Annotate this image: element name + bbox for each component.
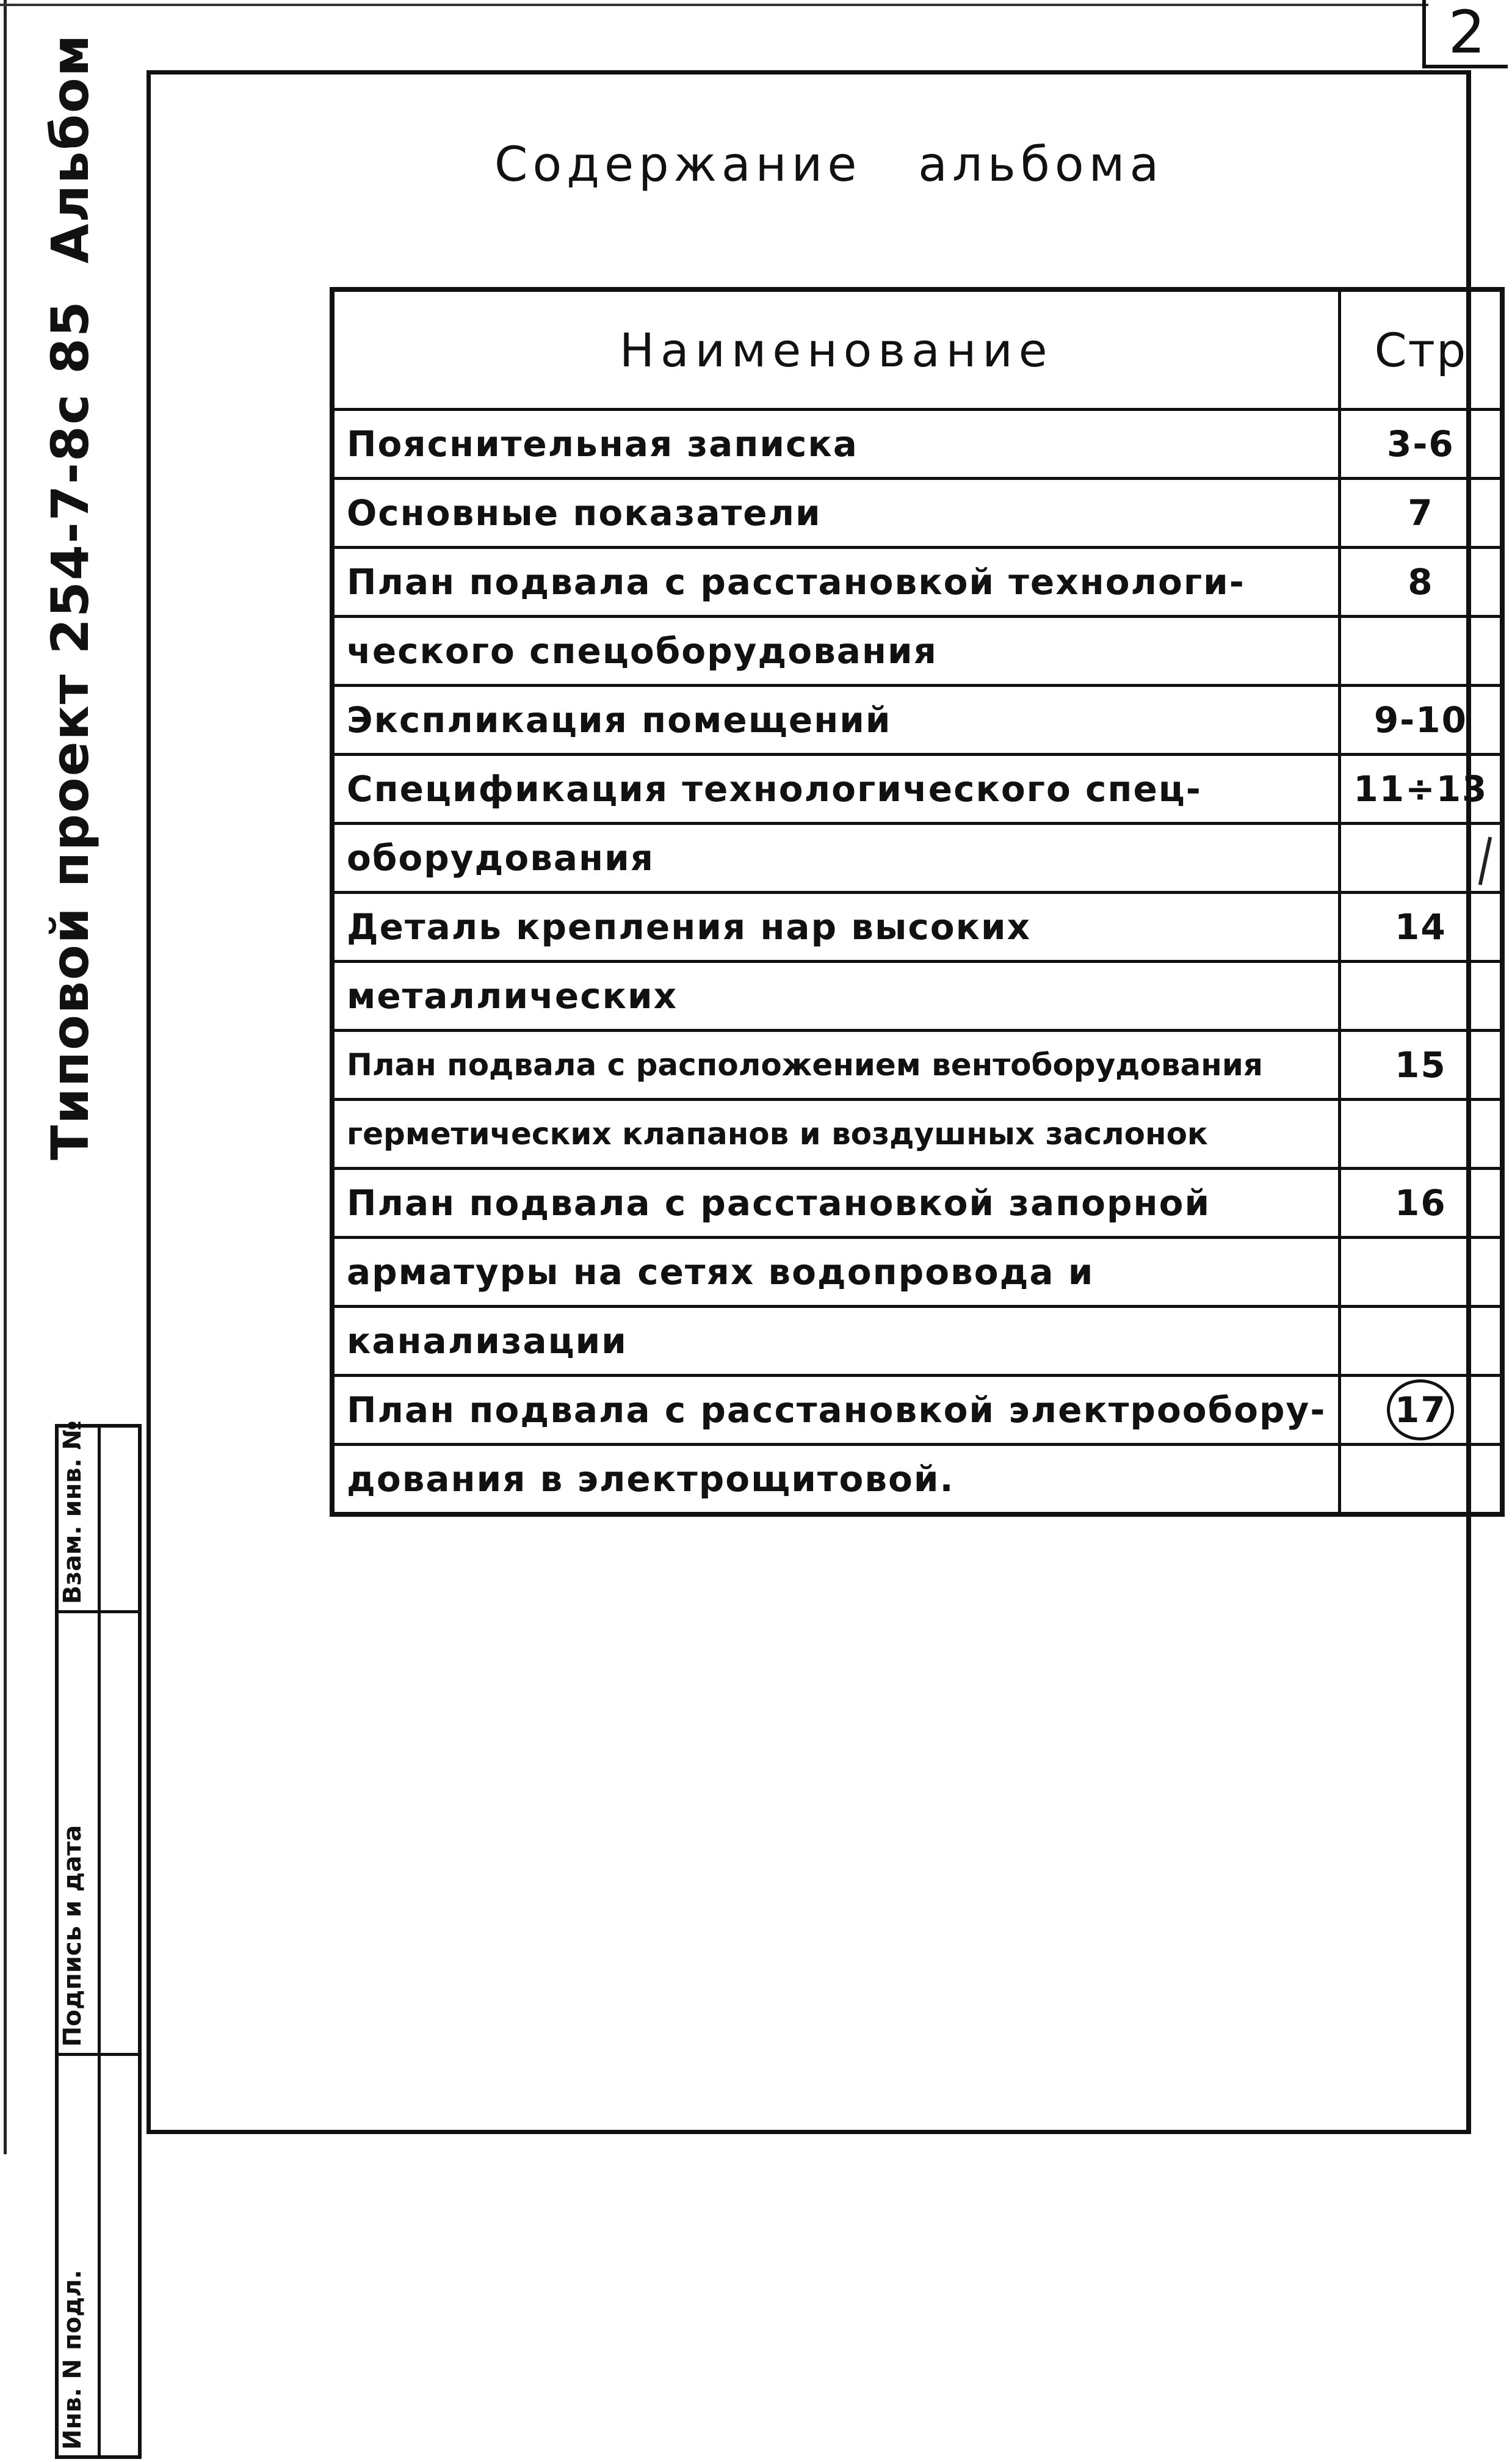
header-page: Стр	[1340, 289, 1503, 410]
table-row	[332, 962, 1502, 1031]
table-row	[332, 479, 1502, 548]
table-row	[332, 686, 1502, 755]
row-page	[1340, 617, 1503, 686]
row-page	[1340, 1100, 1503, 1169]
contents-table	[330, 287, 1505, 1517]
row-page: 7	[1340, 479, 1503, 548]
row-name: Экспликация помещений	[332, 686, 1340, 755]
table-row	[332, 548, 1502, 617]
row-name: План подвала с расстановкой запорной	[332, 1169, 1340, 1238]
row-name: План подвала с расстановкой электрообору-	[332, 1376, 1340, 1445]
row-name: План подвала с расстановкой технологи-	[332, 548, 1340, 617]
row-name: Деталь крепления нар высоких	[332, 893, 1340, 962]
header-name: Наименование	[332, 289, 1340, 410]
row-page: 16	[1340, 1169, 1503, 1238]
row-page: 8	[1340, 548, 1503, 617]
table-row	[332, 1376, 1502, 1445]
table-row	[332, 1238, 1502, 1307]
table-row	[332, 410, 1502, 479]
side-title	[31, 33, 110, 1160]
row-page	[1340, 1445, 1503, 1515]
stamp-label-vzam: Взам. инв. №	[59, 1420, 87, 1604]
row-name: оборудования	[332, 824, 1340, 893]
page-number: 2	[1422, 0, 1508, 68]
table-row	[332, 1031, 1502, 1100]
table-row	[332, 824, 1502, 893]
row-name: герметических клапанов и воздушных заслонок	[332, 1100, 1340, 1169]
table-row	[332, 1307, 1502, 1376]
row-page: 3-6	[1340, 410, 1503, 479]
stamp-cell-vzam	[55, 1420, 142, 1613]
table-row	[332, 1445, 1502, 1515]
row-name: ческого спецоборудования	[332, 617, 1340, 686]
row-name: металлических	[332, 962, 1340, 1031]
table-row	[332, 755, 1502, 824]
row-page	[1340, 1238, 1503, 1307]
row-name: Спецификация технологического спец-	[332, 755, 1340, 824]
row-page: 14	[1340, 893, 1503, 962]
stamp-cell-inv-podl	[55, 2056, 142, 2459]
stamp-label-inv-podl: Инв. N подл.	[59, 2270, 87, 2450]
row-page: 9-10	[1340, 686, 1503, 755]
table-header-row	[332, 289, 1502, 410]
row-name: Основные показатели	[332, 479, 1340, 548]
row-page: 15	[1340, 1031, 1503, 1100]
outer-border-left	[4, 0, 7, 2154]
outer-border-top	[0, 4, 1428, 6]
row-name: канализации	[332, 1307, 1340, 1376]
table-row	[332, 1169, 1502, 1238]
row-name: Пояснительная записка	[332, 410, 1340, 479]
table-row	[332, 617, 1502, 686]
album-title: Содержание альбома	[494, 137, 1164, 192]
stamp-cell-signature	[55, 1613, 142, 2056]
row-page: 17	[1387, 1379, 1454, 1440]
stamp-label-signature: Подпись и дата	[59, 1825, 87, 2047]
album-label: Альбом	[40, 33, 100, 264]
table-row	[332, 1100, 1502, 1169]
project-code: Типовой проект 254-7-8с 85	[40, 300, 100, 1160]
row-name: План подвала с расположением вентоборудования	[332, 1031, 1340, 1100]
table-row	[332, 893, 1502, 962]
row-page-circled-cell	[1340, 1376, 1503, 1445]
row-page	[1340, 1307, 1503, 1376]
row-page	[1340, 962, 1503, 1031]
row-page: 11÷13	[1340, 755, 1503, 824]
row-name: дования в электрощитовой.	[332, 1445, 1340, 1515]
approval-stamp	[55, 1420, 146, 2462]
row-name: арматуры на сетях водопровода и	[332, 1238, 1340, 1307]
